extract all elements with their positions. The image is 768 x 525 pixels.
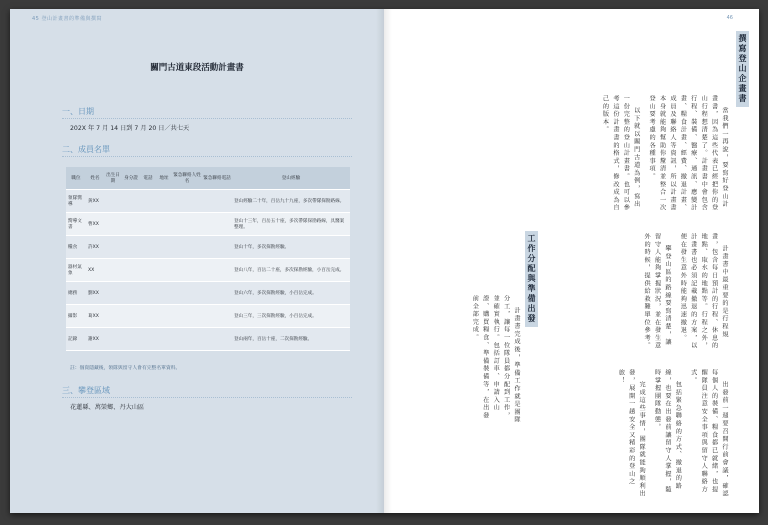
left-page xyxy=(10,9,384,513)
col-emergency-name: 緊急聯絡人姓名 xyxy=(172,167,202,190)
table-row xyxy=(66,282,350,305)
col-name: 姓名 xyxy=(86,167,104,190)
cell-name: 許XX xyxy=(86,236,104,259)
paragraph: 出發前一週要召開行前會議，確認每個人的裝備、糧食都已就緒，也提醒隊員注意安全事項與留守人聯絡方式。 xyxy=(689,369,728,499)
cell-experience: 登山三年，三次探勘經驗，小百岳完成。 xyxy=(232,305,350,328)
cell-role: 攝影 xyxy=(66,305,86,328)
col-role: 職位 xyxy=(66,167,86,190)
date-text: 202X 年 7 月 14 日到 7 月 20 日／共七天 xyxy=(70,125,190,132)
section-divider xyxy=(62,156,352,157)
heading-task-prep: 工作分配與準備出發 xyxy=(525,231,538,327)
paragraph: 攀登山區的路線要寫清楚，讓留守人能夠掌握狀況，並在發生意外的時候，提供給救難單位參考。 xyxy=(643,233,671,350)
text-block-middle-right xyxy=(636,233,729,351)
cell-name: 黃XX xyxy=(86,190,104,213)
col-emergency-phone: 緊急聯絡電話 xyxy=(202,167,232,190)
cell-role: 器材氣象 xyxy=(66,259,86,282)
book-gutter xyxy=(376,9,392,513)
table-row xyxy=(66,328,350,351)
section-date-heading: 一、日期 xyxy=(62,107,94,116)
cell-role: 嚮導文書 xyxy=(66,213,86,236)
book-spread xyxy=(10,9,759,513)
cell-experience: 登山十年，多次探勘經驗。 xyxy=(232,236,350,259)
cell-role: 糧食 xyxy=(66,236,86,259)
plan-title: 關門古道東段活動計畫書 xyxy=(150,63,244,73)
cell-name: 曹XX xyxy=(86,213,104,236)
section-divider xyxy=(62,118,352,119)
paragraph: 計畫書中最重要的是行程規畫，包含每日預計的行程、休息的地點、取水的地點等。行程之外，計畫書也必須記載撤退的方案，以便在發生意外時能夠迅速撤退。 xyxy=(679,233,728,350)
text-block-upper-right xyxy=(594,95,729,213)
table-row xyxy=(66,190,350,213)
col-phone: 電話 xyxy=(140,167,156,190)
table-row xyxy=(66,305,350,328)
table-row xyxy=(66,259,350,282)
cell-experience: 登山兩年，百岳十座，二次探勘經驗。 xyxy=(232,328,350,351)
text-block-lower-middle xyxy=(464,295,521,425)
left-running-header: 45 登山計畫書的準備與撰寫 xyxy=(32,16,102,22)
cell-name: XX xyxy=(86,259,104,282)
section-divider xyxy=(62,397,352,398)
cell-role: 領隊嚮導 xyxy=(66,190,86,213)
paragraph: 當我們一再說，要寫好登山計畫書，因為這些代表已經把你的登山行程想清楚了。計畫書中會包含行程、裝備、醫療、通訊、應變計畫、糧食計畫、經費、撤退計畫、成員及聯絡人等資訊，所以計畫書本身就能夠幫助你釐清並整合一次登山要考慮的各種事項。 xyxy=(648,95,728,212)
section-area-heading: 三、攀登區域 xyxy=(62,386,110,395)
cell-experience: 登山經驗二十年，百岳九十九座，多次帶隊探勘路線。 xyxy=(232,190,350,213)
cell-role: 記錄 xyxy=(66,328,86,351)
cell-name: 葛XX xyxy=(86,305,104,328)
heading-write-plan: 撰寫登山企畫書 xyxy=(736,31,749,107)
table-header-row xyxy=(66,167,350,190)
cell-name: 謝XX xyxy=(86,328,104,351)
area-text: 花蓮縣、萬榮鄉、丹大山區 xyxy=(70,404,145,411)
col-birth: 出生日期 xyxy=(104,167,122,190)
section-members-heading: 二、成員名單 xyxy=(62,145,110,154)
cell-role: 總務 xyxy=(66,282,86,305)
paragraph: 包括緊急聯絡的方式、撤退的路線，也要在出發前讓留守人掌握，隨時掌握團隊動態。 xyxy=(653,369,682,494)
col-experience: 登山經驗 xyxy=(232,167,350,190)
table-note: 註：個資隱藏後，領隊與留守人會有完整名單資料。 xyxy=(70,366,181,371)
table-row xyxy=(66,236,350,259)
paragraph: 計畫書完成後，準備工作就是團隊分工，讓每一位隊員都分配到工作，並確實執行。包括訂車、申請入山證、購買糧食、準備裝備等，在出發前全部完成。 xyxy=(471,295,520,425)
text-block-bottom-right xyxy=(610,369,729,499)
table-row xyxy=(66,213,350,236)
paragraph: 以下就以關門古道為例，寫出一份完整的登山計畫書。也可以參考這份計畫書的格式，修改成為自己的版本。 xyxy=(601,95,640,212)
cell-experience: 登山六年，多次探勘經驗，小百岳完成。 xyxy=(232,282,350,305)
cell-experience: 登山八年，百岳二十座，多次探勘經驗，小百岳完成。 xyxy=(232,259,350,282)
right-page xyxy=(384,9,759,513)
right-page-number: 46 xyxy=(726,15,733,21)
paragraph: 完成這些事情，團隊就能夠順利出發，展開一趟安全又精彩的登山之旅！ xyxy=(617,369,646,499)
col-address: 地址 xyxy=(156,167,172,190)
members-table xyxy=(66,167,350,351)
col-id: 身分證 xyxy=(122,167,140,190)
cell-experience: 登山十三年，百岳五十座，多次帶隊探勘路線，具醫案整理。 xyxy=(232,213,350,236)
cell-name: 劉XX xyxy=(86,282,104,305)
